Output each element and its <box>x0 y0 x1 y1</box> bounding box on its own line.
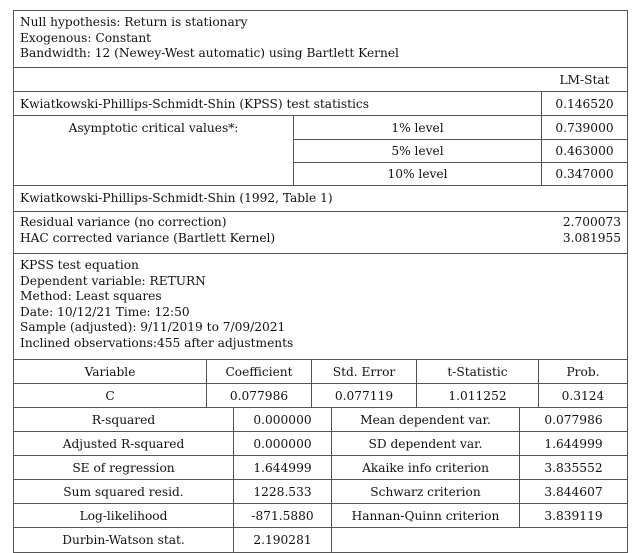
stat-label: Sum squared resid. <box>14 480 234 504</box>
stats-row <box>14 408 627 432</box>
equation-line: Method: Least squares <box>20 289 162 304</box>
critical-level: 10% level <box>294 163 542 186</box>
equation-info-block <box>14 254 627 360</box>
stat-label: Akaike info criterion <box>332 456 520 480</box>
variance-row <box>20 215 621 231</box>
lmstat-label: LM-Stat <box>542 68 627 92</box>
critical-level: 1% level <box>294 116 542 140</box>
stat-label: Durbin-Watson stat. <box>14 528 234 552</box>
coef-cell: 0.077119 <box>312 384 417 408</box>
stat-label: Schwarz criterion <box>332 480 520 504</box>
coef-header: Prob. <box>539 360 627 384</box>
variance-value: 2.700073 <box>562 215 621 229</box>
stat-label: Adjusted R-squared <box>14 432 234 456</box>
critical-value: 0.347000 <box>542 163 627 186</box>
coef-header: Variable <box>14 360 207 384</box>
stat-value: 0.000000 <box>234 408 332 432</box>
equation-line: Sample (adjusted): 9/11/2019 to 7/09/2021 <box>20 320 286 335</box>
coef-header: Coefficient <box>207 360 312 384</box>
variance-row <box>20 231 621 247</box>
stat-value: 1.644999 <box>520 432 627 456</box>
header-line: Exogenous: Constant <box>20 30 152 45</box>
equation-line: Inclined observations:455 after adjustments <box>20 335 294 350</box>
coef-header-row <box>14 360 627 384</box>
stats-row <box>14 432 627 456</box>
kpss-value: 0.146520 <box>542 92 627 116</box>
stat-label: SD dependent var. <box>332 432 520 456</box>
stat-value: 1.644999 <box>234 456 332 480</box>
stat-value: 0.000000 <box>234 432 332 456</box>
stat-label: Mean dependent var. <box>332 408 520 432</box>
critical-row <box>294 116 627 140</box>
variance-label: Residual variance (no correction) <box>20 215 227 229</box>
stat-label: SE of regression <box>14 456 234 480</box>
coef-cell: 1.011252 <box>417 384 539 408</box>
equation-line: Dependent variable: RETURN <box>20 273 206 288</box>
stats-row <box>14 504 627 528</box>
critical-level: 5% level <box>294 140 542 163</box>
kpss-stat-row <box>14 92 627 116</box>
coef-header: t-Statistic <box>417 360 539 384</box>
kpss-output-table <box>13 10 628 553</box>
empty-cell <box>332 528 627 552</box>
stat-value: 3.844607 <box>520 480 627 504</box>
coef-cell: C <box>14 384 207 408</box>
critical-value: 0.463000 <box>542 140 627 163</box>
lmstat-header-row <box>14 68 627 92</box>
stat-value: 3.835552 <box>520 456 627 480</box>
critical-row <box>294 163 627 186</box>
coef-cell: 0.077986 <box>207 384 312 408</box>
header-line: Bandwidth: 12 (Newey-West automatic) using Bartlett Kernel <box>20 46 399 61</box>
stat-value: -871.5880 <box>234 504 332 528</box>
critical-row <box>294 140 627 163</box>
variance-label: HAC corrected variance (Bartlett Kernel) <box>20 230 276 245</box>
stat-value: 1228.533 <box>234 480 332 504</box>
coef-row <box>14 384 627 408</box>
equation-line: Date: 10/12/21 Time: 12:50 <box>20 304 190 319</box>
stats-row <box>14 528 627 552</box>
stat-value: 2.190281 <box>234 528 332 552</box>
stat-label: R-squared <box>14 408 234 432</box>
stats-row <box>14 480 627 504</box>
critical-values-block <box>14 116 627 186</box>
table-reference: Kwiatkowski-Phillips-Schmidt-Shin (1992, Table 1) <box>14 186 627 212</box>
stat-value: 0.077986 <box>520 408 627 432</box>
critical-values-label: Asymptotic critical values*: <box>14 116 294 186</box>
stats-row <box>14 456 627 480</box>
coef-header: Std. Error <box>312 360 417 384</box>
variance-block <box>14 212 627 254</box>
kpss-label: Kwiatkowski-Phillips-Schmidt-Shin (KPSS) test statistics <box>14 92 542 116</box>
header-block <box>14 11 627 68</box>
stat-label: Log-likelihood <box>14 504 234 528</box>
critical-value: 0.739000 <box>542 116 627 140</box>
coef-cell: 0.3124 <box>539 384 627 408</box>
variance-value: 3.081955 <box>562 230 621 245</box>
stat-label: Hannan-Quinn criterion <box>332 504 520 528</box>
equation-line: KPSS test equation <box>20 258 139 272</box>
stat-value: 3.839119 <box>520 504 627 528</box>
header-line: Null hypothesis: Return is stationary <box>20 15 248 29</box>
